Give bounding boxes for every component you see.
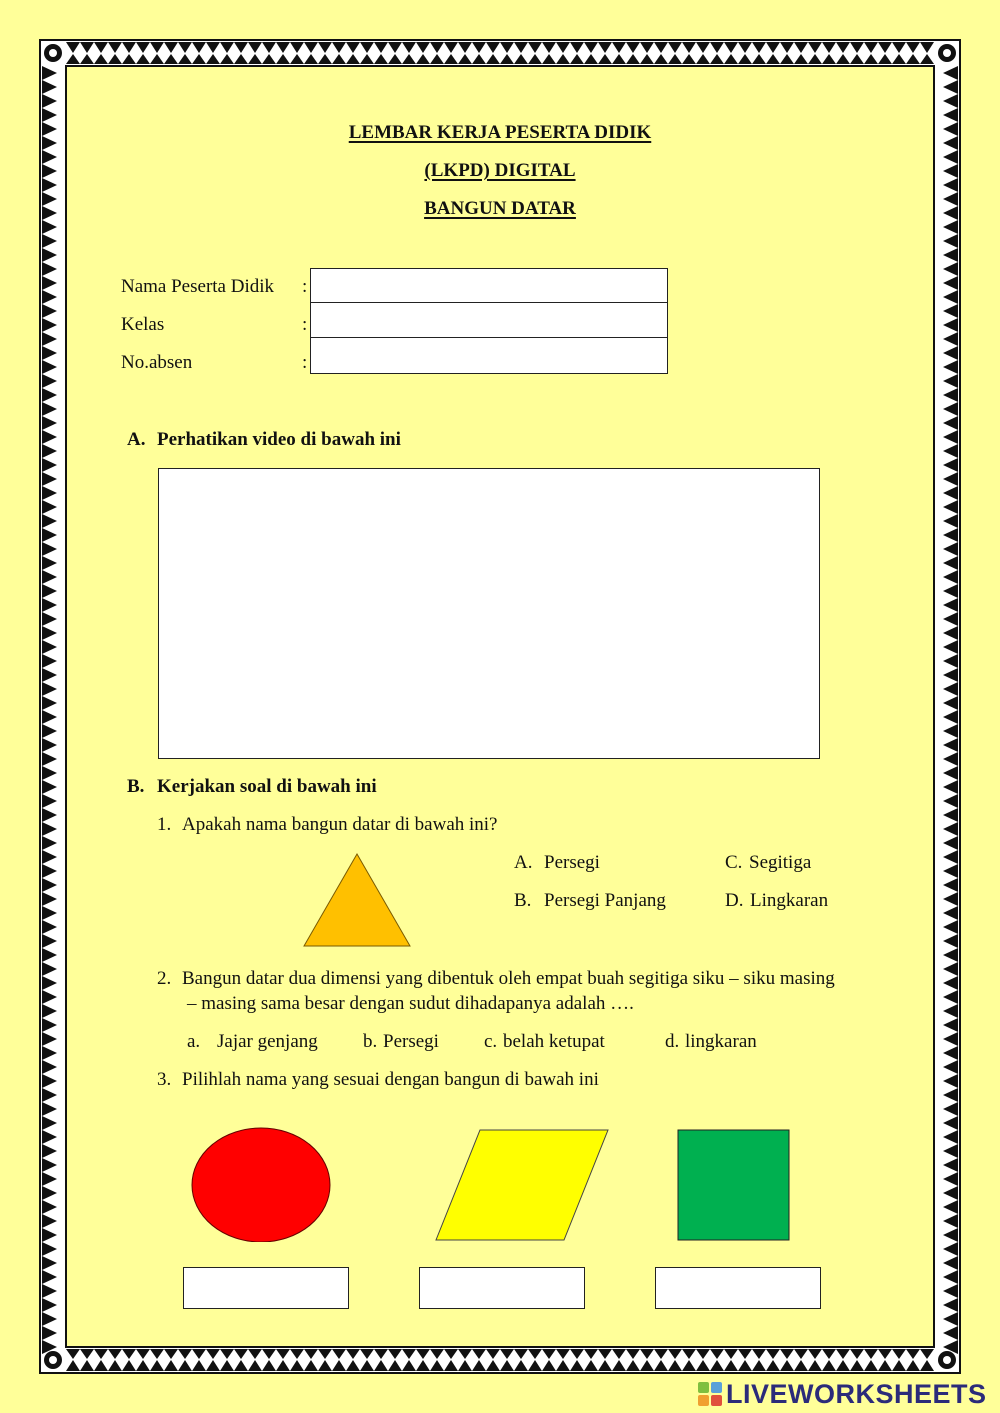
- class-label: Kelas: [121, 314, 165, 335]
- q2-option-a-letter[interactable]: a.: [187, 1031, 201, 1052]
- logo-text: LIVEWORKSHEETS: [726, 1378, 987, 1409]
- circle-shape: [190, 1120, 336, 1242]
- section-b-marker: B.: [127, 776, 145, 797]
- q2-option-c-text[interactable]: belah ketupat: [503, 1031, 605, 1052]
- q1-option-a-letter[interactable]: A.: [514, 852, 533, 873]
- name-colon: :: [302, 276, 308, 297]
- q1-option-d-text[interactable]: Lingkaran: [750, 890, 829, 911]
- q2-option-b-text[interactable]: Persegi: [383, 1031, 439, 1052]
- number-input[interactable]: [310, 337, 668, 374]
- q1-option-b-letter[interactable]: B.: [514, 890, 532, 911]
- number-colon: :: [302, 352, 308, 373]
- q1-text: Apakah nama bangun datar di bawah ini?: [182, 814, 498, 835]
- q1-option-d-letter[interactable]: D.: [725, 890, 744, 911]
- class-colon: :: [302, 314, 308, 335]
- section-a-title: Perhatikan video di bawah ini: [157, 429, 401, 450]
- q3-number: 3.: [157, 1069, 172, 1090]
- q1-option-a-text[interactable]: Persegi: [544, 852, 600, 873]
- parallelogram-shape: [434, 1126, 612, 1244]
- q1-option-c-text[interactable]: Segitiga: [749, 852, 812, 873]
- liveworksheets-logo: [698, 1378, 987, 1410]
- q1-option-c-letter[interactable]: C.: [725, 852, 743, 873]
- q2-option-d-text[interactable]: lingkaran: [685, 1031, 757, 1052]
- q2-text-line2: – masing sama besar dengan sudut dihadapanya adalah ….: [187, 993, 634, 1014]
- q2-option-a-text[interactable]: Jajar genjang: [217, 1031, 318, 1052]
- square-answer-input[interactable]: [655, 1267, 821, 1309]
- parallelogram-answer-input[interactable]: [419, 1267, 585, 1309]
- q2-option-d-letter[interactable]: d.: [665, 1031, 680, 1052]
- video-player[interactable]: [158, 468, 820, 759]
- worksheet-title-line1: LEMBAR KERJA PESERTA DIDIK: [348, 122, 652, 143]
- q2-text-line1: Bangun datar dua dimensi yang dibentuk oleh empat buah segitiga siku – siku masing: [182, 968, 835, 989]
- section-a-marker: A.: [127, 429, 146, 450]
- triangle-shape: [300, 850, 414, 950]
- q1-option-b-text[interactable]: Persegi Panjang: [544, 890, 666, 911]
- q1-number: 1.: [157, 814, 172, 835]
- name-label: Nama Peserta Didik: [121, 276, 275, 297]
- worksheet-title-line2: (LKPD) DIGITAL: [424, 160, 576, 181]
- number-label: No.absen: [121, 352, 193, 373]
- worksheet-title-line3: BANGUN DATAR: [424, 198, 576, 219]
- q3-text: Pilihlah nama yang sesuai dengan bangun di bawah ini: [182, 1069, 599, 1090]
- class-input[interactable]: [310, 302, 668, 338]
- circle-answer-input[interactable]: [183, 1267, 349, 1309]
- q2-option-b-letter[interactable]: b.: [363, 1031, 378, 1052]
- q2-option-c-letter[interactable]: c.: [484, 1031, 498, 1052]
- section-b-title: Kerjakan soal di bawah ini: [157, 776, 377, 797]
- logo-icon: [698, 1382, 722, 1406]
- square-shape: [676, 1128, 792, 1242]
- name-input[interactable]: [310, 268, 668, 304]
- q2-number: 2.: [157, 968, 172, 989]
